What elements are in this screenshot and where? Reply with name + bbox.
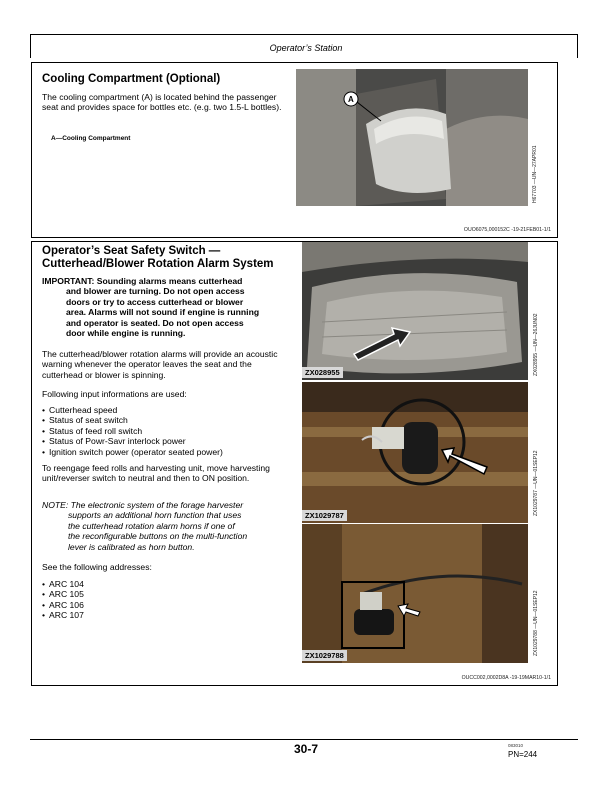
header-title: Operator’s Station xyxy=(269,43,343,53)
photo-code: ZX1029788 —UN—01SEP12 xyxy=(533,590,539,656)
section-body: The cooling compartment (A) is located behind the passenger seat and provides space for bottles etc. (e.g. two 1.5-L bottles). xyxy=(42,92,282,113)
connector-photo xyxy=(302,524,528,663)
photo-code: ZX028955 —UN—26JUN02 xyxy=(533,313,539,376)
paragraph-addresses-intro: See the following addresses: xyxy=(42,562,152,572)
section-title-line1: Operator’s Seat Safety Switch — xyxy=(42,245,221,257)
page-number: 30-7 xyxy=(293,742,319,756)
paragraph-inputs-intro: Following input informations are used: xyxy=(42,389,187,399)
header-rule xyxy=(30,34,578,35)
section-title-line2: Cutterhead/Blower Rotation Alarm System xyxy=(42,258,274,270)
footer-rule xyxy=(30,739,578,740)
list-item: • Cutterhead speed xyxy=(42,405,292,415)
section-seat-safety-switch xyxy=(31,241,558,686)
paragraph-reengage: To reengage feed rolls and harvesting unit, move harvesting unit/reverser switch to neutral and then to ON position. xyxy=(42,463,270,484)
seat-switch-photo xyxy=(302,382,528,523)
important-notice xyxy=(42,276,302,338)
section-footer-code: OUCC002,0002D8A -19-19MAR10-1/1 xyxy=(461,675,551,681)
list-item: • ARC 107 xyxy=(42,610,192,620)
section-footer-code: OUO6075,000152C -19-21FEB01-1/1 xyxy=(463,227,551,233)
list-item: • Status of feed roll switch xyxy=(42,426,292,436)
callout-a: A xyxy=(348,95,354,104)
note-line: lever is calibrated as horn button. xyxy=(68,541,195,552)
important-line: door while engine is running. xyxy=(66,328,186,339)
figure-caption: A—Cooling Compartment xyxy=(51,135,131,142)
photo-label: ZX028955 xyxy=(302,367,343,378)
important-line: IMPORTANT: Sounding alarms means cutterhead xyxy=(42,276,243,286)
list-item: • Status of Powr-Savr interlock power xyxy=(42,436,292,446)
input-list xyxy=(42,405,292,457)
photo-label: ZX1029787 xyxy=(302,510,347,521)
note-line: the cutterhead rotation alarm horns if one of xyxy=(68,520,235,531)
important-line: and blower are turning. Do not open access xyxy=(66,286,245,297)
section-cooling-compartment xyxy=(31,62,558,238)
list-item: • ARC 106 xyxy=(42,600,192,610)
list-item: • Ignition switch power (operator seated power) xyxy=(42,447,292,457)
note-line: the reconfigurable buttons on the multi-function xyxy=(68,531,248,542)
list-item: • Status of seat switch xyxy=(42,415,292,425)
paragraph-alarm-description: The cutterhead/blower rotation alarms will provide an acoustic warning whenever the operator leaves the seat and the cutterhead or blower is spinning. xyxy=(42,349,278,380)
list-item: • ARC 104 xyxy=(42,579,192,589)
important-line: doors or try to access cutterhead or blower xyxy=(66,296,244,307)
important-line: area. Alarms will not sound if engine is running xyxy=(66,307,260,318)
photo-label: ZX1029788 xyxy=(302,650,347,661)
cooling-compartment-photo xyxy=(296,69,528,206)
footer-pn: PN=244 xyxy=(508,750,538,759)
list-item: • ARC 105 xyxy=(42,589,192,599)
note-line: NOTE: The electronic system of the forage harvester xyxy=(42,500,244,510)
note-line: supports an additional horn function that uses xyxy=(68,510,242,521)
important-line: and operator is seated. Do not open access xyxy=(66,317,244,328)
section-title: Cooling Compartment (Optional) xyxy=(42,73,221,85)
seat-photo xyxy=(302,242,528,380)
photo-code: ZX1029787 —UN—01SEP12 xyxy=(533,450,539,516)
image-code: H67703 —UN—27APR01 xyxy=(532,145,538,203)
address-list xyxy=(42,579,192,621)
note-horn-function xyxy=(42,500,302,552)
footer-date: 083010 xyxy=(508,743,524,748)
